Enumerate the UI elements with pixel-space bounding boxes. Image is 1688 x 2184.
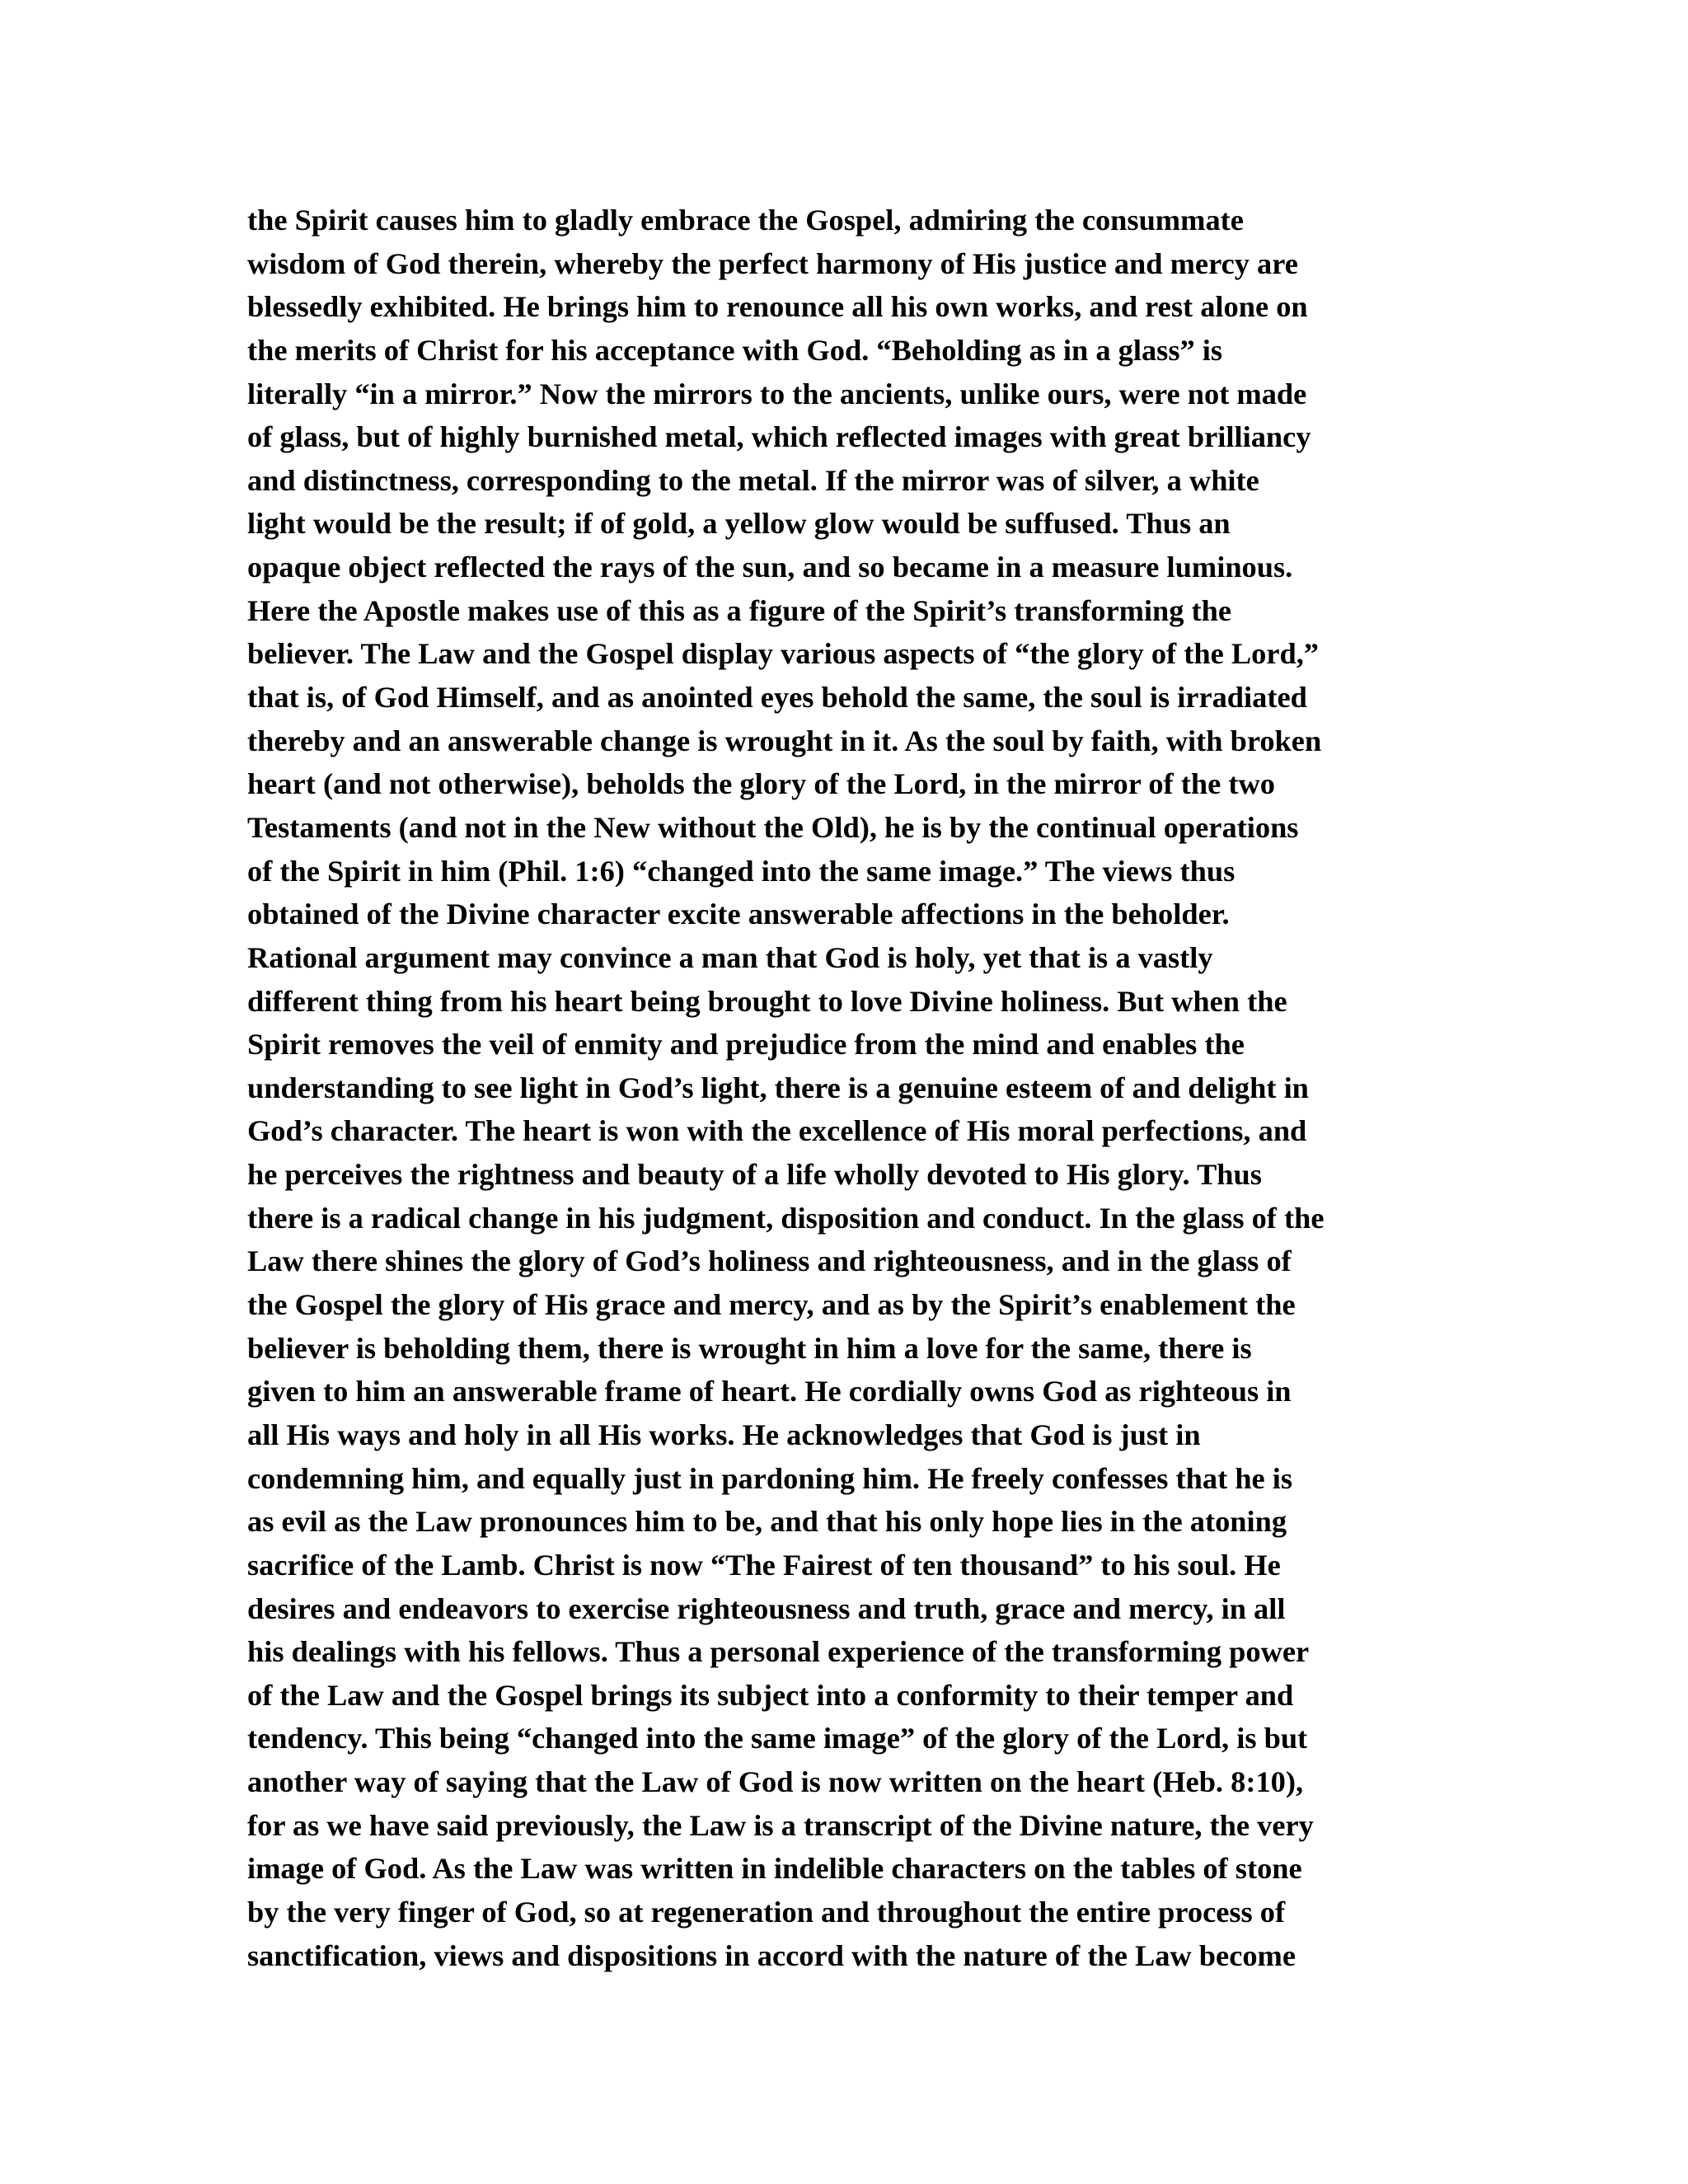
text-line: by the very finger of God, so at regeneration and throughout the entire process of: [247, 1895, 1286, 1929]
text-line: there is a radical change in his judgment, disposition and conduct. In the glass of the: [247, 1201, 1325, 1235]
text-line: opaque object reflected the rays of the sun, and so became in a measure luminous.: [247, 551, 1293, 584]
text-line: that is, of God Himself, and as anointed eyes behold the same, the soul is irradiated: [247, 681, 1307, 715]
text-line: of the Spirit in him (Phil. 1:6) “changed into the same image.” The views thus: [247, 854, 1236, 888]
text-line: all His ways and holy in all His works. He acknowledges that God is just in: [247, 1418, 1201, 1451]
text-line: for as we have said previously, the Law is a transcript of the Divine nature, the very: [247, 1808, 1314, 1842]
text-line: of glass, but of highly burnished metal, which reflected images with great brilliancy: [247, 420, 1311, 454]
text-line: as evil as the Law pronounces him to be, and that his only hope lies in the atoning: [247, 1505, 1287, 1539]
text-line: desires and endeavors to exercise righteousness and truth, grace and mercy, in all: [247, 1591, 1286, 1625]
text-line: Here the Apostle makes use of this as a figure of the Spirit’s transforming the: [247, 593, 1232, 627]
text-line: the merits of Christ for his acceptance with God. “Beholding as in a glass” is: [247, 333, 1223, 367]
text-line: Testaments (and not in the New without the Old), he is by the continual operations: [247, 810, 1299, 844]
text-line: another way of saying that the Law of God is now written on the heart (Heb. 8:10),: [247, 1765, 1304, 1799]
text-line: the Gospel the glory of His grace and mercy, and as by the Spirit’s enablement the: [247, 1288, 1296, 1322]
text-line: the Spirit causes him to gladly embrace the Gospel, admiring the consummate: [247, 204, 1244, 237]
text-line: tendency. This being “changed into the same image” of the glory of the Lord, is but: [247, 1722, 1308, 1755]
text-line: believer is beholding them, there is wrought in him a love for the same, there is: [247, 1331, 1252, 1365]
text-line: condemning him, and equally just in pardoning him. He freely confesses that he is: [247, 1461, 1293, 1495]
text-line: different thing from his heart being brought to love Divine holiness. But when the: [247, 984, 1287, 1018]
text-line: blessedly exhibited. He brings him to renounce all his own works, and rest alone on: [247, 290, 1308, 324]
text-line: understanding to see light in God’s light, there is a genuine esteem of and delight in: [247, 1071, 1309, 1104]
text-line: wisdom of God therein, whereby the perfect harmony of His justice and mercy are: [247, 246, 1298, 280]
text-line: image of God. As the Law was written in indelible characters on the tables of stone: [247, 1852, 1302, 1886]
text-line: he perceives the rightness and beauty of a life wholly devoted to His glory. Thus: [247, 1158, 1262, 1192]
text-line: light would be the result; if of gold, a yellow glow would be suffused. Thus an: [247, 507, 1231, 541]
text-line: heart (and not otherwise), beholds the glory of the Lord, in the mirror of the two: [247, 767, 1275, 801]
text-line: given to him an answerable frame of heart. He cordially owns God as righteous in: [247, 1375, 1292, 1408]
text-line: obtained of the Divine character excite answerable affections in the beholder.: [247, 898, 1230, 931]
text-line: Rational argument may convince a man that God is holy, yet that is a vastly: [247, 940, 1213, 974]
text-line: sanctification, views and dispositions in accord with the nature of the Law become: [247, 1938, 1296, 1972]
text-line: believer. The Law and the Gospel display various aspects of “the glory of the Lord,”: [247, 637, 1320, 671]
text-line: sacrifice of the Lamb. Christ is now “The Fairest of ten thousand” to his soul. He: [247, 1548, 1281, 1582]
text-line: thereby and an answerable change is wrought in it. As the soul by faith, with broken: [247, 724, 1322, 757]
text-line: Spirit removes the veil of enmity and prejudice from the mind and enables the: [247, 1028, 1245, 1062]
text-line: and distinctness, corresponding to the metal. If the mirror was of silver, a white: [247, 463, 1259, 497]
text-line: literally “in a mirror.” Now the mirrors to the ancients, unlike ours, were not made: [247, 377, 1307, 410]
text-line: God’s character. The heart is won with the excellence of His moral perfections, and: [247, 1114, 1307, 1148]
body-text: [247, 199, 1451, 1977]
text-line: his dealings with his fellows. Thus a personal experience of the transforming power: [247, 1635, 1310, 1669]
text-line: Law there shines the glory of God’s holiness and righteousness, and in the glass of: [247, 1244, 1292, 1278]
text-line: of the Law and the Gospel brings its subject into a conformity to their temper and: [247, 1678, 1294, 1712]
